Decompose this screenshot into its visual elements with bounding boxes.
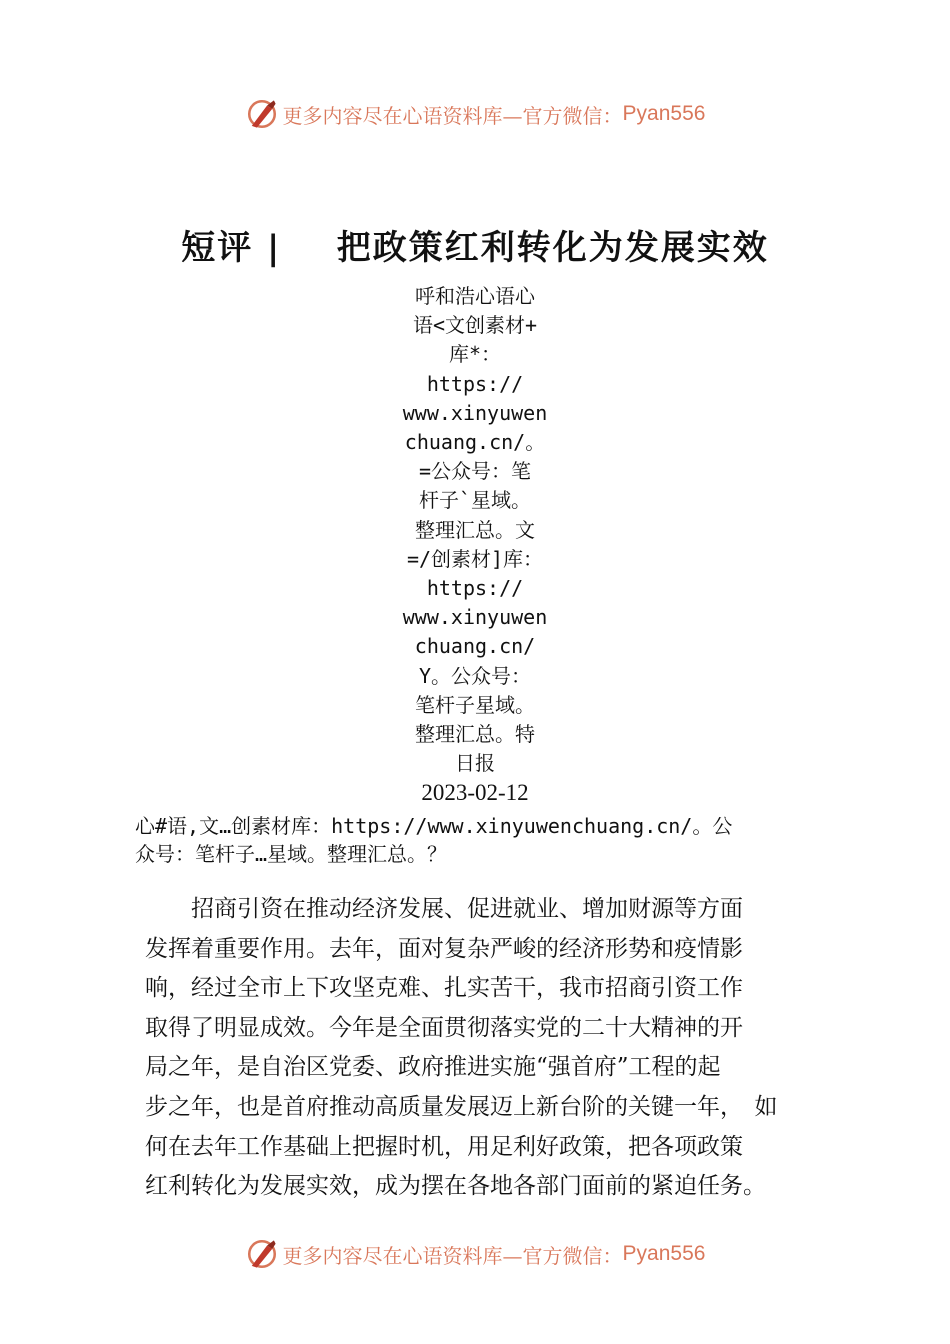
meta-line: 语<文创素材+ (412, 313, 538, 338)
banner-text: 更多内容尽在心语资料库—官方微信： (282, 1243, 623, 1268)
header-watermark-banner (0, 94, 950, 134)
body-line: 局之年，是自治区党委、政府推进实施“强首府”工程的起 (145, 1054, 721, 1081)
meta-line: chuang.cn/。 (404, 430, 546, 455)
body-line: 响，经过全市上下攻坚克难、扎实苦干，我市招商引资工作 (145, 975, 743, 1002)
meta-line: 库*： (448, 342, 502, 367)
footer-watermark-banner (0, 1234, 950, 1274)
author-meta-column (380, 282, 570, 778)
meta-line: www.xinyuwen (402, 605, 548, 630)
meta-line: 日报 (455, 751, 495, 776)
body-paragraph (145, 890, 825, 1207)
source-line: 众号：笔杆子…星域。整理汇总。？ (135, 842, 448, 866)
source-line: 心#语,文…创素材库：https://www.xinyuwenchuang.cn/。公 (135, 814, 733, 838)
banner-wechat-id: Pyan556 (622, 1242, 706, 1265)
meta-line: www.xinyuwen (402, 400, 548, 425)
meta-line: 笔杆子星域。 (415, 692, 535, 717)
pen-nib-logo-icon (245, 1237, 279, 1271)
meta-line: https:// (426, 576, 524, 601)
meta-line: chuang.cn/ (414, 634, 536, 659)
source-note (135, 812, 835, 868)
meta-line: 杆子`星域。 (418, 488, 532, 513)
page-title: 短评 | 把政策红利转化为发展实效 (181, 228, 769, 268)
meta-line: =公众号：笔 (418, 459, 532, 484)
meta-line: https:// (426, 371, 524, 396)
publish-date: 2023-02-12 (421, 780, 529, 805)
meta-line: 整理汇总。文 (415, 517, 535, 542)
meta-line: =/创素材]库： (406, 546, 544, 571)
body-line: 步之年，也是首府推动高质量发展迈上新台阶的关键一年， 如 (145, 1093, 778, 1120)
body-line: 取得了明显成效。今年是全面贯彻落实党的二十大精神的开 (145, 1014, 743, 1041)
banner-text: 更多内容尽在心语资料库—官方微信： (282, 103, 623, 128)
meta-line: Y。公众号： (418, 663, 532, 688)
body-line: 发挥着重要作用。去年，面对复杂严峻的经济形势和疫情影 (145, 935, 743, 962)
body-line: 红利转化为发展实效，成为摆在各地各部门面前的紧迫任务。 (145, 1173, 766, 1200)
meta-line: 呼和浩心语心 (415, 284, 535, 308)
banner-wechat-id: Pyan556 (622, 102, 706, 125)
body-line: 招商引资在推动经济发展、促进就业、增加财源等方面 (145, 896, 743, 922)
body-line: 何在去年工作基础上把握时机，用足利好政策，把各项政策 (145, 1133, 743, 1160)
meta-line: 整理汇总。特 (415, 722, 535, 747)
pen-nib-logo-icon (245, 97, 279, 131)
